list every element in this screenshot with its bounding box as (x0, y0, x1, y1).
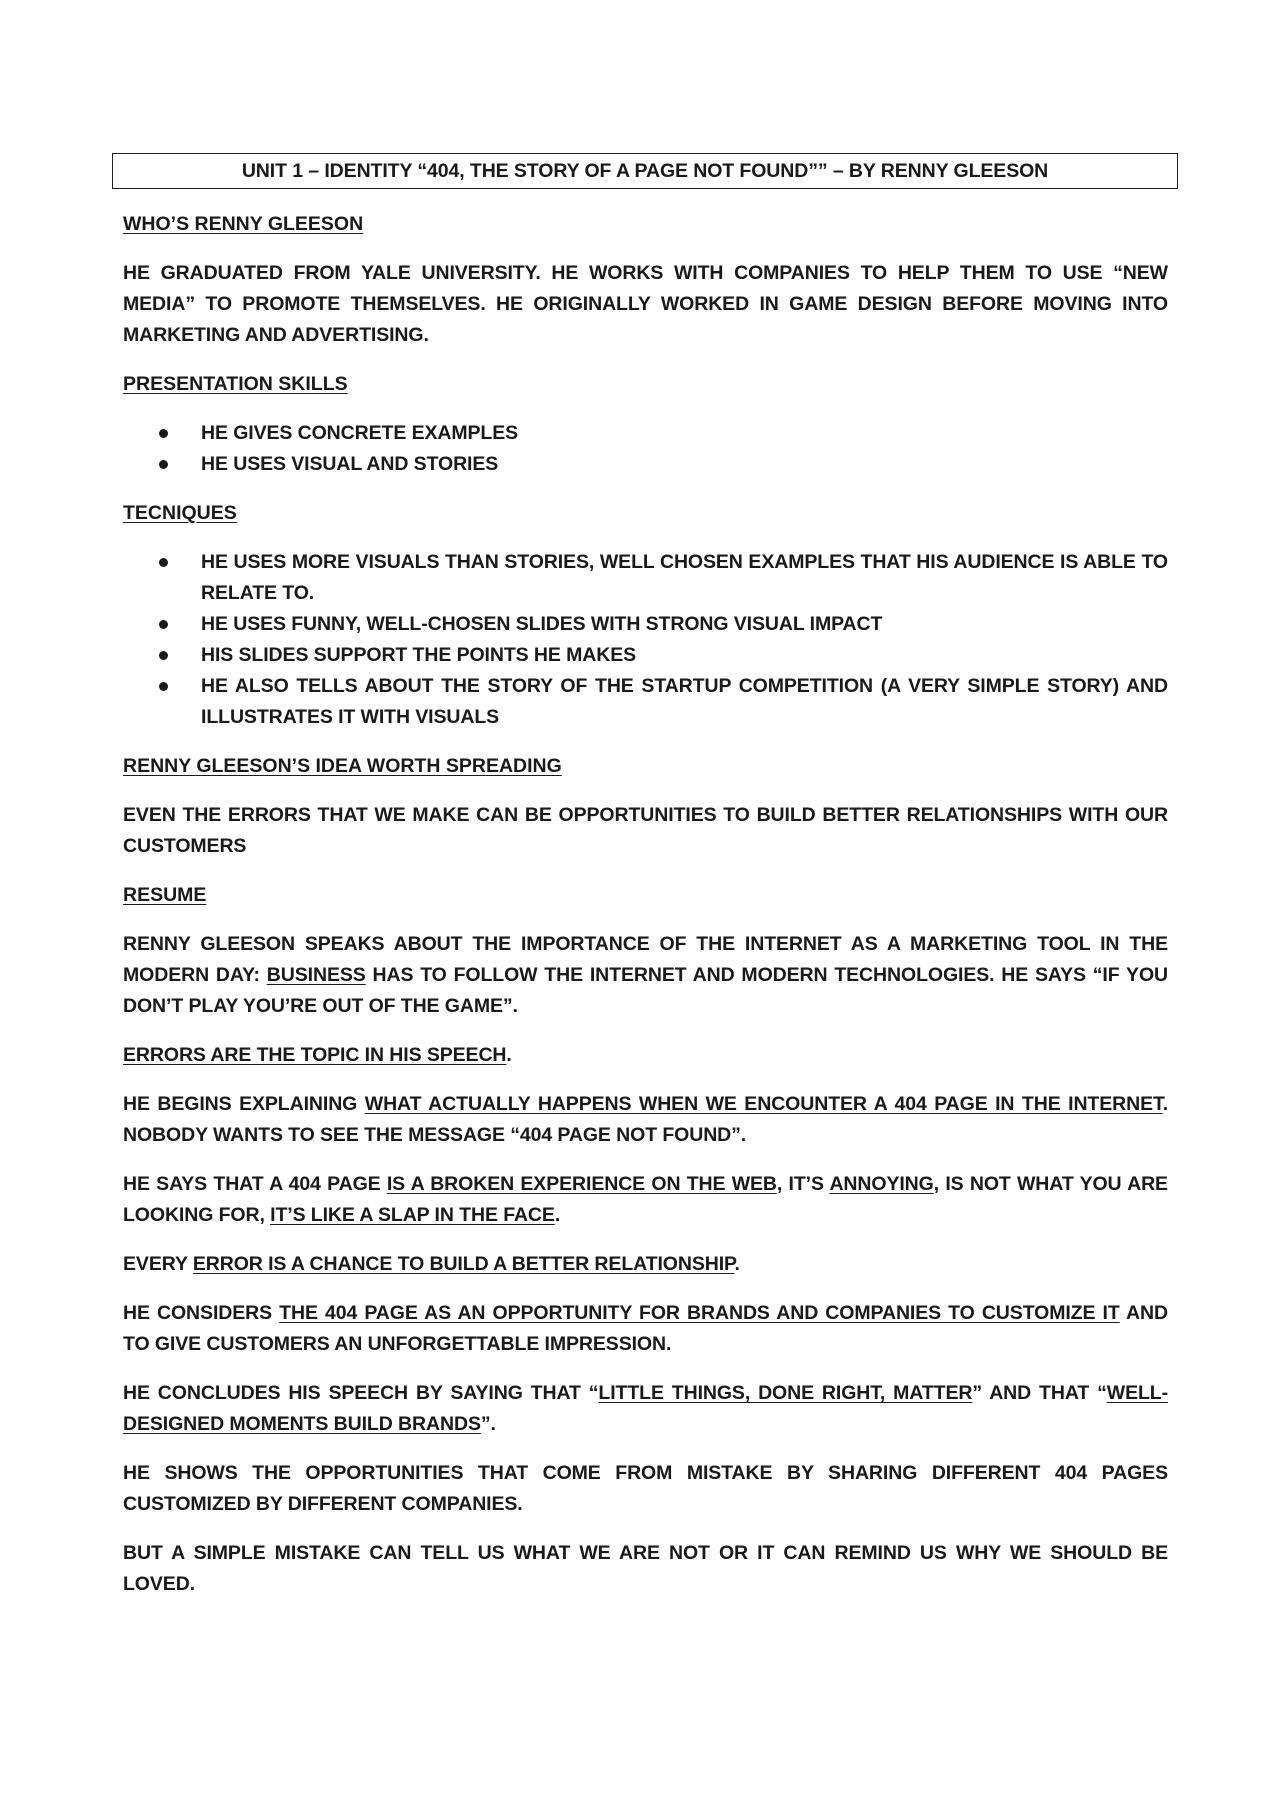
text-run: HE CONSIDERS (123, 1302, 280, 1324)
text-run: AND TO GIVE CUSTOMERS AN UNFORGETTABLE IMPRESSION. (123, 1302, 1169, 1355)
resume-paragraph-7 (123, 1378, 1168, 1440)
underlined-text: IT’S LIKE A SLAP IN THE FACE (270, 1204, 555, 1226)
underlined-text: ERROR IS A CHANCE TO BUILD A BETTER RELATIONSHIP (192, 1253, 735, 1275)
underlined-text: IS A BROKEN EXPERIENCE ON THE WEB (386, 1173, 777, 1195)
heading-idea-worth-spreading: RENNY GLEESON’S IDEA WORTH SPREADING (123, 755, 562, 777)
heading-techniques: TECNIQUES (123, 502, 237, 524)
resume-paragraph-5 (123, 1249, 1168, 1280)
text-run: ”. (480, 1413, 496, 1435)
resume-paragraph-3 (123, 1089, 1168, 1151)
list-item-text: HE USES FUNNY, WELL-CHOSEN SLIDES WITH STRONG VISUAL IMPACT (201, 613, 883, 635)
underlined-text: WHAT ACTUALLY HAPPENS WHEN WE ENCOUNTER A 404 PAGE IN THE INTERNET (364, 1093, 1163, 1115)
list-item-text: HIS SLIDES SUPPORT THE POINTS HE MAKES (201, 644, 637, 666)
underlined-text: THE 404 PAGE AS AN OPPORTUNITY FOR BRANDS AND COMPANIES TO CUSTOMIZE IT (279, 1302, 1120, 1324)
techniques-list (123, 547, 1168, 733)
underlined-text: ERRORS ARE THE TOPIC IN HIS SPEECH (123, 1044, 507, 1066)
text-run: HE BEGINS EXPLAINING (123, 1093, 365, 1115)
text-run: RENNY GLEESON SPEAKS ABOUT THE IMPORTANCE OF THE INTERNET AS A MARKETING TOOL IN THE MODERN DAY: (123, 933, 1168, 986)
text-run: , IT’S (776, 1173, 830, 1195)
list-item (201, 640, 1168, 671)
underlined-text: LITTLE THINGS, DONE RIGHT, MATTER (598, 1382, 973, 1404)
underlined-text: WELL-DESIGNED MOMENTS BUILD BRANDS (123, 1382, 1168, 1435)
bullet-icon (159, 460, 168, 469)
heading-who: WHO’S RENNY GLEESON (123, 213, 364, 235)
paragraph-idea: EVEN THE ERRORS THAT WE MAKE CAN BE OPPORTUNITIES TO BUILD BETTER RELATIONSHIPS WITH OUR CUSTOMERS (123, 804, 1168, 857)
list-item (201, 418, 1168, 449)
text-run: . (554, 1204, 561, 1226)
list-item (201, 671, 1168, 733)
heading-presentation-skills: PRESENTATION SKILLS (123, 373, 348, 395)
document-title: UNIT 1 – IDENTITY “404, THE STORY OF A PAGE NOT FOUND”” – BY RENNY GLEESON (112, 153, 1178, 189)
bullet-icon (159, 558, 168, 567)
resume-paragraph-2 (123, 1040, 1168, 1071)
list-item-text: HE USES VISUAL AND STORIES (201, 453, 499, 475)
text-run: , IS NOT WHAT YOU ARE LOOKING FOR, (123, 1173, 1168, 1226)
text-run: HE CONCLUDES HIS SPEECH BY SAYING THAT “ (123, 1382, 599, 1404)
underlined-text: BUSINESS (266, 964, 366, 986)
bullet-icon (159, 429, 168, 438)
heading-resume: RESUME (123, 884, 207, 906)
text-run: HE SAYS THAT A 404 PAGE (123, 1173, 387, 1195)
skills-list (123, 418, 1168, 480)
list-item-text: HE GIVES CONCRETE EXAMPLES (201, 422, 519, 444)
list-item-text: HE USES MORE VISUALS THAN STORIES, WELL CHOSEN EXAMPLES THAT HIS AUDIENCE IS ABLE TO RELATE TO. (201, 551, 1168, 604)
resume-paragraph-4 (123, 1169, 1168, 1231)
resume-paragraph-6 (123, 1298, 1168, 1360)
list-item-text: HE ALSO TELLS ABOUT THE STORY OF THE STARTUP COMPETITION (A VERY SIMPLE STORY) AND ILLUSTRATES IT WITH VISUALS (201, 675, 1168, 728)
list-item (201, 547, 1168, 609)
text-run: HAS TO FOLLOW THE INTERNET AND MODERN TECHNOLOGIES. HE SAYS “IF YOU DON’T PLAY YOU’RE OUT OF THE GAME”. (123, 964, 1168, 1017)
list-item (201, 609, 1168, 640)
text-run: . (506, 1044, 512, 1066)
list-item (201, 449, 1168, 480)
paragraph-who: HE GRADUATED FROM YALE UNIVERSITY. HE WORKS WITH COMPANIES TO HELP THEM TO USE “NEW MEDIA” TO PROMOTE THEMSELVES. HE ORIGINALLY WORKED IN GAME DESIGN BEFORE MOVING INTO MARKETING AND ADVERTISING. (123, 262, 1168, 346)
bullet-icon (159, 682, 168, 691)
text-run: EVERY (123, 1253, 193, 1275)
resume-paragraph-8: HE SHOWS THE OPPORTUNITIES THAT COME FROM MISTAKE BY SHARING DIFFERENT 404 PAGES CUSTOMIZED BY DIFFERENT COMPANIES. (123, 1462, 1168, 1515)
text-run: ” AND THAT “ (972, 1382, 1107, 1404)
resume-paragraph-1 (123, 929, 1168, 1022)
bullet-icon (159, 620, 168, 629)
text-run: . (734, 1253, 740, 1275)
text-run: . NOBODY WANTS TO SEE THE MESSAGE “404 PAGE NOT FOUND”. (123, 1093, 1169, 1146)
resume-paragraph-9: BUT A SIMPLE MISTAKE CAN TELL US WHAT WE ARE NOT OR IT CAN REMIND US WHY WE SHOULD BE LOVED. (123, 1542, 1168, 1595)
underlined-text: ANNOYING (829, 1173, 934, 1195)
document-page (123, 153, 1168, 1618)
bullet-icon (159, 651, 168, 660)
